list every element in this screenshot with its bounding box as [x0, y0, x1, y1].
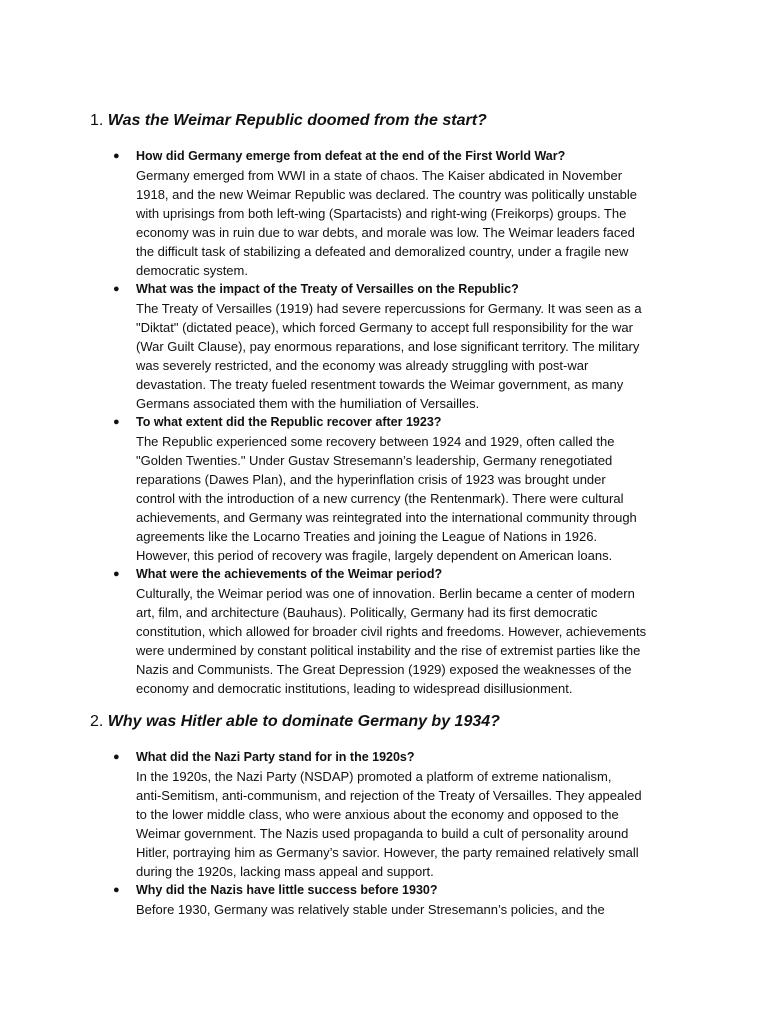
question-title: What did the Nazi Party stand for in the 1920s?	[136, 750, 415, 764]
list-item	[0, 413, 696, 565]
answer-text: In the 1920s, the Nazi Party (NSDAP) promoted a platform of extreme nationalism, anti-Semitism, anti-communism, and rejection of the Treaty of Versailles. They appealed to the lower middle class, who were anxious about the economy and opposed to the Weimar government. The Nazis used propaganda to build a cult of personality around Hitler, portraying him as Germany’s savior. However, the party remained relatively small during the 1920s, lacking mass appeal and support.	[136, 769, 642, 879]
section-title: Was the Weimar Republic doomed from the start?	[107, 112, 487, 129]
bullet-icon: ●	[113, 416, 120, 428]
bullet-icon: ●	[113, 884, 120, 896]
answer-text: Before 1930, Germany was relatively stable under Stresemann’s policies, and the	[136, 902, 605, 917]
bullet-icon: ●	[113, 283, 120, 295]
section-number: 2.	[90, 713, 104, 730]
answer-text: The Republic experienced some recovery between 1924 and 1929, often called the "Golden Twenties." Under Gustav Stresemann’s leadership, Germany renegotiated reparations (Dawes Plan), and the hyperinflation crisis of 1923 was brought under control with the introduction of a new currency (the Rentenmark). There were cultural achievements, and Germany was reintegrated into the international community through agreements like the Locarno Treaties and joining the League of Nations in 1926. However, this period of recovery was fragile, largely dependent on American loans.	[136, 434, 637, 563]
question-title: How did Germany emerge from defeat at the end of the First World War?	[136, 149, 566, 163]
bullet-icon: ●	[113, 751, 120, 763]
question-list-2	[0, 748, 768, 919]
answer-text: Germany emerged from WWI in a state of chaos. The Kaiser abdicated in November 1918, and the new Weimar Republic was declared. The country was politically unstable with uprisings from both left-wing (Spartacists) and right-wing (Freikorps) groups. The economy was in ruin due to war debts, and morale was low. The Weimar leaders faced the difficult task of stabilizing a defeated and demoralized country, under a fragile new democratic system.	[136, 168, 638, 278]
question-title: What were the achievements of the Weimar period?	[136, 567, 443, 581]
question-title: Why did the Nazis have little success before 1930?	[136, 883, 438, 897]
section-heading-2	[90, 712, 500, 732]
question-title: To what extent did the Republic recover after 1923?	[136, 415, 442, 429]
answer-text: Culturally, the Weimar period was one of innovation. Berlin became a center of modern art, film, and architecture (Bauhaus). Politically, Germany had its first democratic constitution, which allowed for broader civil rights and freedoms. However, achievements were undermined by constant political instability and the rise of extremist parties like the Nazis and Communists. The Great Depression (1929) exposed the weaknesses of the economy and democratic institutions, leading to widespread disillusionment.	[136, 586, 647, 696]
section-number: 1.	[90, 112, 104, 129]
section-heading-1	[90, 111, 487, 131]
question-title: What was the impact of the Treaty of Versailles on the Republic?	[136, 282, 519, 296]
section-title: Why was Hitler able to dominate Germany by 1934?	[107, 713, 500, 730]
bullet-icon: ●	[113, 150, 120, 162]
list-item	[0, 748, 696, 881]
list-item	[0, 565, 696, 698]
answer-text: The Treaty of Versailles (1919) had severe repercussions for Germany. It was seen as a "Diktat" (dictated peace), which forced Germany to accept full responsibility for the war (War Guilt Clause), pay enormous reparations, and lose significant territory. The military was severely restricted, and the economy was already struggling with post-war devastation. The treaty fueled resentment towards the Weimar government, as many Germans associated them with the humiliation of Versailles.	[136, 301, 642, 411]
list-item	[0, 280, 696, 413]
question-list-1	[0, 147, 768, 698]
bullet-icon: ●	[113, 568, 120, 580]
list-item	[0, 881, 696, 919]
list-item	[0, 147, 696, 280]
